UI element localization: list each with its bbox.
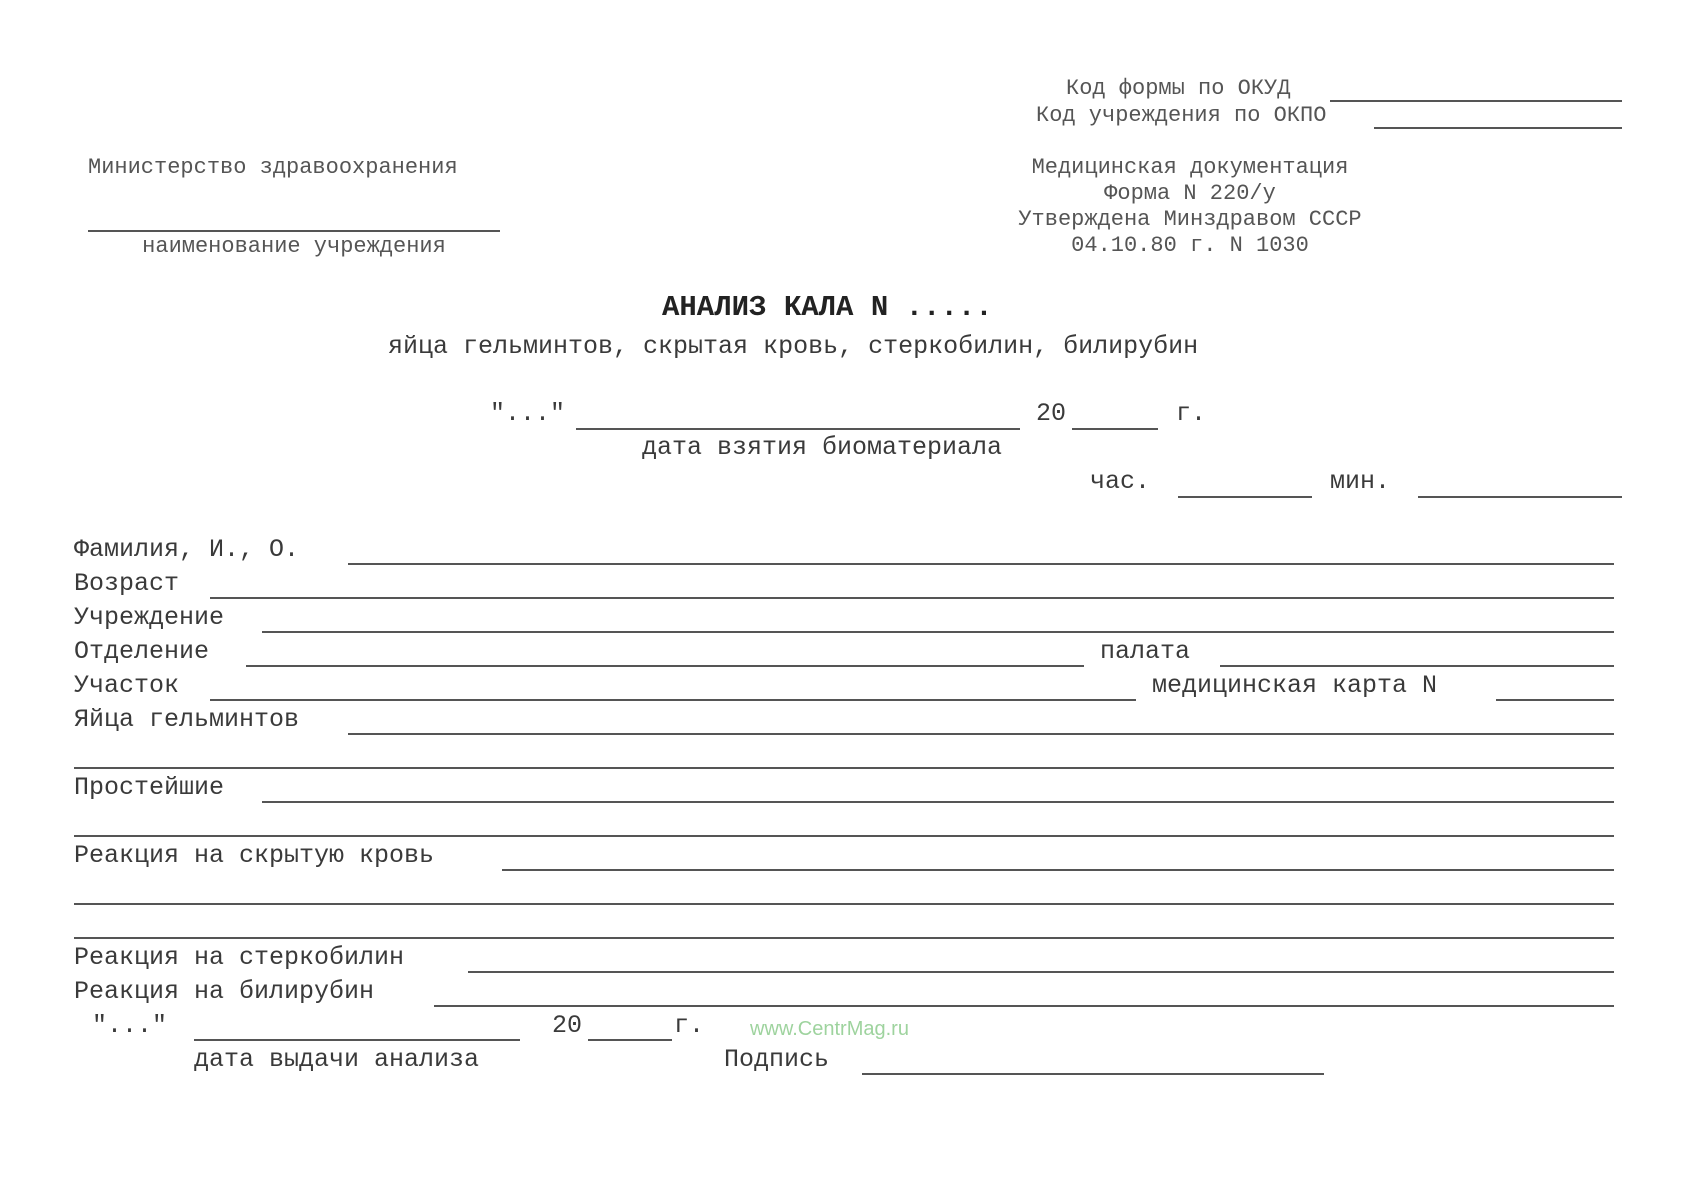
approved-label: Утверждена Минздравом СССР <box>1018 207 1362 232</box>
protozoa-field-continuation[interactable] <box>74 835 1614 837</box>
name-field[interactable] <box>348 563 1614 565</box>
district-label: Участок <box>74 671 180 700</box>
ward-field[interactable] <box>1220 665 1614 667</box>
watermark: www.CentrMag.ru <box>750 1018 909 1040</box>
hour-field[interactable] <box>1178 496 1312 498</box>
minute-label: мин. <box>1330 467 1391 496</box>
hour-label: час. <box>1090 467 1151 496</box>
bilirubin-field[interactable] <box>434 1005 1614 1007</box>
helminth-eggs-field-continuation[interactable] <box>74 767 1614 769</box>
signature-field[interactable] <box>862 1073 1324 1075</box>
med-card-field[interactable] <box>1496 699 1614 701</box>
okud-field[interactable] <box>1330 100 1622 102</box>
issue-year-suffix: г. <box>674 1011 705 1040</box>
approved-date: 04.10.80 г. N 1030 <box>1071 233 1309 258</box>
protozoa-label: Простейшие <box>74 773 225 802</box>
institution-label: Учреждение <box>74 603 225 632</box>
district-field[interactable] <box>210 699 1136 701</box>
okpo-field[interactable] <box>1374 127 1622 129</box>
form-number: Форма N 220/у <box>1104 181 1276 206</box>
sampling-caption: дата взятия биоматериала <box>642 433 1003 462</box>
page-subtitle: яйца гельминтов, скрытая кровь, стеркобилин, билирубин <box>388 332 1199 361</box>
ministry-label: Министерство здравоохранения <box>88 155 458 180</box>
occult-blood-field-continuation-1[interactable] <box>74 903 1614 905</box>
issue-year-field[interactable] <box>588 1039 672 1041</box>
department-label: Отделение <box>74 637 210 666</box>
sampling-year-prefix: 20 <box>1036 399 1067 428</box>
issue-caption: дата выдачи анализа <box>194 1045 480 1074</box>
signature-label: Подпись <box>724 1045 830 1074</box>
occult-blood-field-continuation-2[interactable] <box>74 937 1614 939</box>
minute-field[interactable] <box>1418 496 1622 498</box>
occult-blood-label: Реакция на скрытую кровь <box>74 841 435 870</box>
institution-name-field[interactable] <box>88 230 500 232</box>
okpo-label: Код учреждения по ОКПО <box>1036 103 1327 128</box>
sampling-year-field[interactable] <box>1072 428 1158 430</box>
stercobilin-label: Реакция на стеркобилин <box>74 943 405 972</box>
department-field[interactable] <box>246 665 1084 667</box>
ward-label: палата <box>1100 637 1191 666</box>
helminth-eggs-field[interactable] <box>348 733 1614 735</box>
age-label: Возраст <box>74 569 180 598</box>
issue-date-field[interactable] <box>194 1039 520 1041</box>
bilirubin-label: Реакция на билирубин <box>74 977 375 1006</box>
issue-year-prefix: 20 <box>552 1011 583 1040</box>
sampling-date-field[interactable] <box>576 428 1020 430</box>
name-label: Фамилия, И., О. <box>74 535 300 564</box>
sampling-year-suffix: г. <box>1176 399 1207 428</box>
helminth-eggs-label: Яйца гельминтов <box>74 705 300 734</box>
page-title: АНАЛИЗ КАЛА N ..... <box>662 291 993 324</box>
okud-label: Код формы по ОКУД <box>1066 76 1291 101</box>
occult-blood-field[interactable] <box>502 869 1614 871</box>
institution-caption: наименование учреждения <box>142 234 446 259</box>
sampling-day-quote: "..." <box>490 399 566 428</box>
med-doc-label: Медицинская документация <box>1031 155 1349 180</box>
protozoa-field[interactable] <box>262 801 1614 803</box>
med-card-label: медицинская карта N <box>1152 671 1438 700</box>
stercobilin-field[interactable] <box>468 971 1614 973</box>
institution-field[interactable] <box>262 631 1614 633</box>
issue-day-quote: "..." <box>92 1011 168 1040</box>
age-field[interactable] <box>210 597 1614 599</box>
